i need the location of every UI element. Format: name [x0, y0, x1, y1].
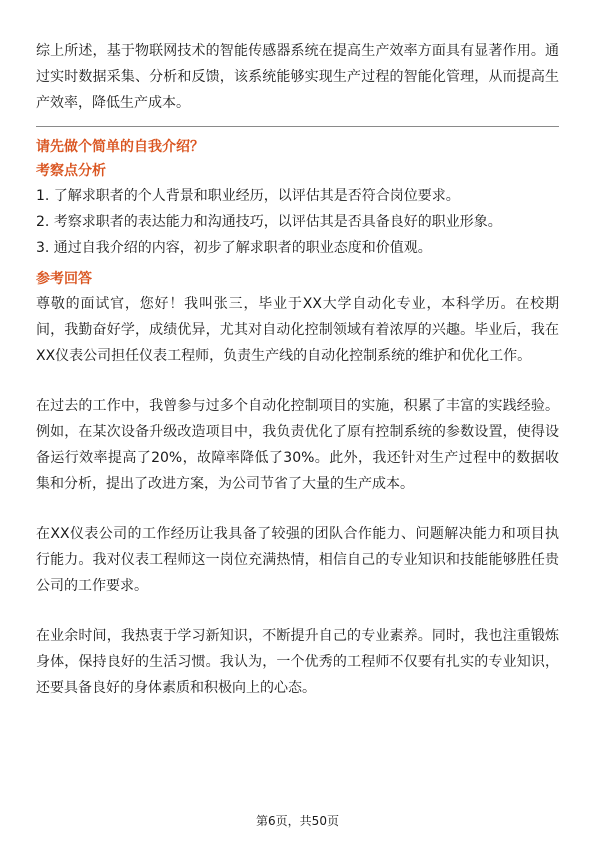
- list-item: 1. 了解求职者的个人背景和职业经历，以评估其是否符合岗位要求。: [36, 188, 460, 204]
- answer-heading: 参考回答: [36, 271, 92, 287]
- answer-paragraph: 尊敬的面试官，您好！我叫张三，毕业于XX大学自动化专业，本科学历。在校期间，我勤奋好学，成绩优异，尤其对自动化控制领域有着浓厚的兴趣。毕业后，我在XX仪表公司担任仪表工程师，负责生产线的自动化控制系统的维护和优化工作。: [36, 296, 559, 364]
- analysis-list: [36, 183, 559, 261]
- answer-paragraph: 在业余时间，我热衷于学习新知识，不断提升自己的专业素养。同时，我也注重锻炼身体，保持良好的生活习惯。我认为，一个优秀的工程师不仅要有扎实的专业知识，还要具备良好的身体素质和积极向上的心态。: [36, 628, 559, 696]
- question-title: 请先做个简单的自我介绍？: [36, 139, 204, 155]
- analysis-heading: 考察点分析: [36, 163, 106, 179]
- page-number: 第6页，共50页: [256, 814, 339, 828]
- document-page: [36, 38, 559, 701]
- list-item: 3. 通过自我介绍的内容，初步了解求职者的职业态度和价值观。: [36, 240, 432, 256]
- answer-paragraph: 在XX仪表公司的工作经历让我具备了较强的团队合作能力、问题解决能力和项目执行能力。我对仪表工程师这一岗位充满热情，相信自己的专业知识和技能能够胜任贵公司的工作要求。: [36, 526, 559, 594]
- list-item: 2. 考察求职者的表达能力和沟通技巧，以评估其是否具备良好的职业形象。: [36, 214, 502, 230]
- section-divider: [36, 126, 559, 127]
- intro-paragraph: 综上所述，基于物联网技术的智能传感器系统在提高生产效率方面具有显著作用。通过实时数据采集、分析和反馈，该系统能够实现生产过程的智能化管理，从而提高生产效率，降低生产成本。: [36, 43, 559, 111]
- answer-paragraph: 在过去的工作中，我曾参与过多个自动化控制项目的实施，积累了丰富的实践经验。例如，在某次设备升级改造项目中，我负责优化了原有控制系统的参数设置，使得设备运行效率提高了20%，故障率降低了30%。此外，我还针对生产过程中的数据收集和分析，提出了改进方案，为公司节省了大量的生产成本。: [36, 398, 559, 492]
